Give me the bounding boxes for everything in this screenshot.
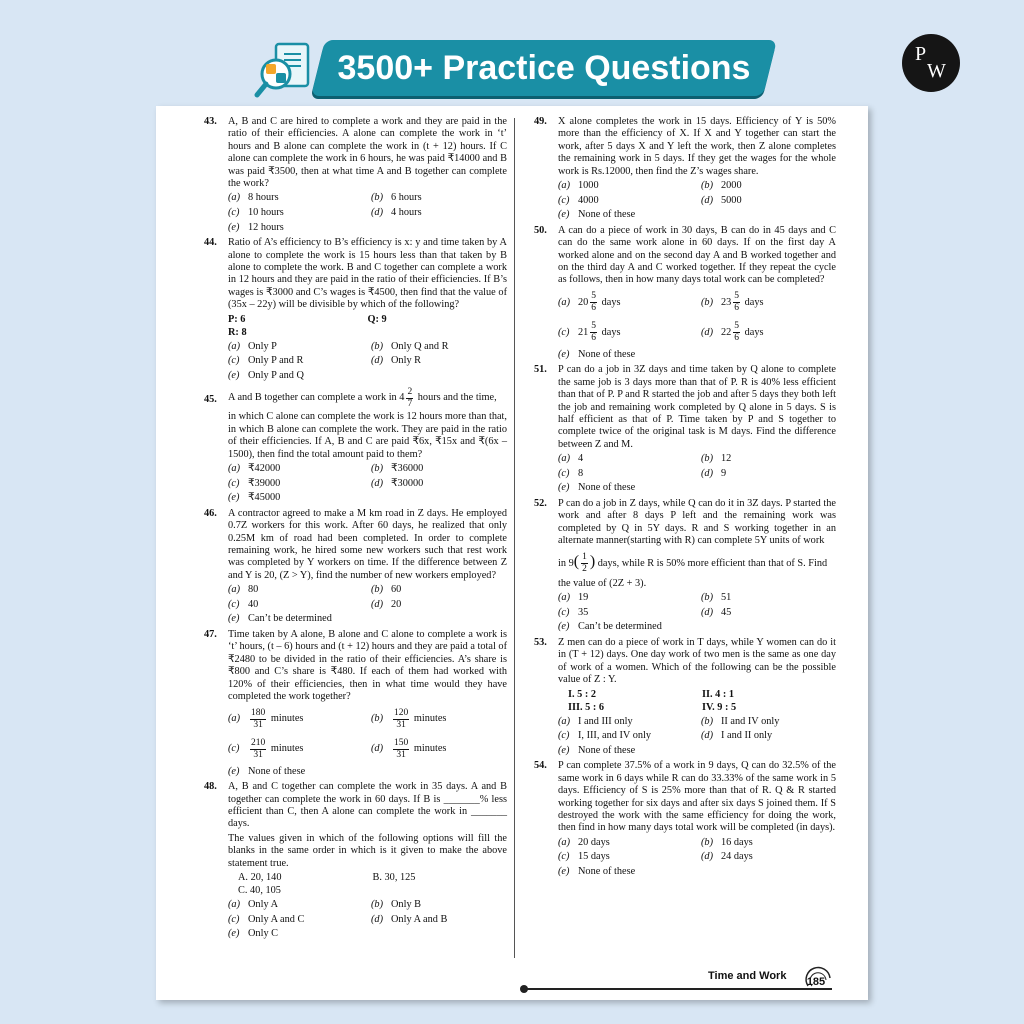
option-d[interactable]: (d) 45 [701, 606, 732, 618]
option-a[interactable]: (a) 8 hours [228, 192, 279, 204]
option-e[interactable]: (e) None of these [558, 209, 636, 221]
option-e[interactable]: (e) 12 hours [228, 221, 284, 233]
option-e[interactable]: (e) Can’t be determined [558, 621, 662, 633]
question-text: A and B together can complete a work in 4 $\frac{2}{7}$ hours and the time, [228, 386, 497, 409]
option-b[interactable]: (b) Only Q and R [371, 340, 449, 352]
worksheet-page [156, 106, 868, 1000]
left-column [204, 116, 507, 944]
option-c[interactable]: (c) 15 days [558, 851, 610, 863]
option-b[interactable]: (b) 6 hours [371, 192, 422, 204]
option-d[interactable]: (d) 22 $\frac{5}{6}$ days [701, 321, 764, 344]
question-text: P can do a job in 3Z days and time taken by Q alone to complete the same job is 3 days more than that of P. R is 40% less efficient than that of P. P and R started the job and after 5 days they both left the job and remaining work completed by Q alone in 5 days. S is half efficient as that of P. Time taken by P and S together to complete twice of the original task is M days. Find the difference between Z and M. [558, 364, 836, 450]
question-text: P can complete 37.5% of a work in 9 days, Q can do 32.5% of the same work in 6 days while R can do 33.33% of the same work in 5 days. Efficiency of S is 25% more than that of R. Q & R started working together for six days and after six days S joined them. If S destroyed the work with the same efficiency for doing the work, then find in how many days total work will be completed (in days). [558, 760, 836, 834]
footer-rule [526, 988, 832, 990]
option-a[interactable]: (a) 20 $\frac{5}{6}$ days [558, 291, 621, 314]
statement: B. 30, 125 [372, 871, 416, 883]
option-d[interactable]: (d) 4 hours [371, 207, 422, 219]
option-a[interactable]: (a) $\frac{180}{31}$ minutes [228, 708, 304, 730]
question-text: Z men can do a piece of work in T days, while Y women can do it in (T + 12) days. One day work of two men is the same as one day of work of a women. Which of the following can be the possible value of Z : Y. [558, 636, 836, 686]
statement: P: 6 [228, 313, 246, 325]
option-d[interactable]: (d) 24 days [701, 851, 753, 863]
option-e[interactable]: (e) ₹45000 [228, 492, 281, 504]
pw-logo: P W [902, 34, 960, 92]
option-c[interactable]: (c) 10 hours [228, 207, 284, 219]
question-text: The values given in which of the following options will fill the blanks in the same order in which is it given to make the above statement true. [228, 832, 507, 869]
page-number: 185 [806, 976, 826, 988]
footer-dot [520, 985, 528, 993]
option-c[interactable]: (c) $\frac{210}{31}$ minutes [228, 738, 304, 760]
question-48: 48. A, B and C together can complete the work in 35 days. A and B together can complete the work in 60 days. If B is _______% less efficient than C, then A alone can complete the work in _______ days. The values given in which of the following options will fill the blanks in the same order in which is it given to make the above statement true. A. 20, 140 B. 30, 125 C. 40, 105 (a) Only A (b) Only B (c) Only A and C (d) Only A and B (e) Only C [204, 781, 507, 942]
option-b[interactable]: (b) 2000 [701, 180, 742, 192]
question-45: 45. A and B together can complete a work in 4 $\frac{2}{7}$ hours and the time, in which C alone can complete the work is 12 hours more than that, in which B alone can complete the work. They are paid in the ratio of their efficiencies. If A, B and C are paid ₹6x, ₹15x and ₹(6x – 1500), then find the total amount paid to them? (a) ₹42000 (b) ₹36000 (c) ₹39000 (d) ₹30000 (e) ₹45000 [204, 385, 507, 505]
qa-magnifier-icon [254, 40, 316, 102]
question-text: P can do a job in Z days, while Q can do it in 3Z days. P started the work and after 8 days P left and the remaining work was completed by Q in 5Y days. R and S working together in an alternate manner(starting with R) can complete 5Y units of work [558, 498, 836, 547]
option-d[interactable]: (d) ₹30000 [371, 477, 424, 489]
question-49: 49. X alone completes the work in 15 days. Efficiency of Y is 50% more than the efficiency of X. If X and Y together can start the work, after 5 days X and Y left the work, then Z alone completes the remaining work in 5 days. If they get the wages for the whole work is Rs.12000, then find the Z’s wages share. (a) 1000 (b) 2000 (c) 4000 (d) 5000 (e) None of these [534, 116, 836, 223]
option-b[interactable]: (b) 23 $\frac{5}{6}$ days [701, 291, 764, 314]
option-c[interactable]: (c) 8 [558, 467, 584, 479]
option-d[interactable]: (d) $\frac{150}{31}$ minutes [371, 738, 447, 760]
option-e[interactable]: (e) None of these [228, 765, 306, 777]
option-d[interactable]: (d) 5000 [701, 194, 742, 206]
option-e[interactable]: (e) Can’t be determined [228, 613, 332, 625]
fraction: $\frac{2}{7}$ [407, 386, 413, 409]
question-47: 47. Time taken by A alone, B alone and C alone to complete a work is ‘t’ hours, (t – 6) hours and (t + 12) hours and they are paid a total of ₹2480 to be divided in the ratio of their efficiencies. A’s share is ₹800 and C’s share is ₹480. If each of them had worked with 120% of their efficiencies, then in what time would they have completed the work together? (a) $\frac{180}{31}$ minutes (b) $\frac{120}{31}$ minutes (c) $\frac{210}{31}$ minutes (d) $\frac{150}{31}$ minutes (e) None of these [204, 629, 507, 779]
statement: R: 8 [228, 326, 247, 338]
option-e[interactable]: (e) None of these [558, 482, 636, 494]
option-a[interactable]: (a) Only P [228, 340, 277, 352]
option-c[interactable]: (c) ₹39000 [228, 477, 281, 489]
option-a[interactable]: (a) 19 [558, 592, 589, 604]
option-b[interactable]: (b) 51 [701, 592, 732, 604]
option-d[interactable]: (d) Only A and B [371, 913, 448, 925]
option-e[interactable]: (e) Only P and Q [228, 369, 304, 381]
statement: I. 5 : 2 [568, 688, 597, 700]
option-a[interactable]: (a) 80 [228, 584, 259, 596]
option-d[interactable]: (d) 20 [371, 598, 402, 610]
statement: II. 4 : 1 [702, 688, 735, 700]
statement: III. 5 : 6 [568, 701, 605, 713]
option-d[interactable]: (d) Only R [371, 355, 422, 367]
question-53: 53. Z men can do a piece of work in T days, while Y women can do it in (T + 12) days. One day work of two men is the same as one day of work of a women. Which of the following can be the possible value of Z : Y. I. 5 : 2 II. 4 : 1 III. 5 : 6 IV. 9 : 5 (a) I and III only (b) II and IV only (c) I, III, and IV only (d) I and II only (e) None of these [534, 637, 836, 758]
statement: C. 40, 105 [238, 884, 281, 896]
statement: A. 20, 140 [238, 871, 282, 883]
option-b[interactable]: (b) ₹36000 [371, 463, 424, 475]
question-text: A contractor agreed to make a M km road in Z days. He employed 0.7Z workers for this work. After 60 days, he realized that only 0.25M km of road had been completed. In order to complete remaining work, he hired some new workers such that rest work was completed by Y workers on time. If the difference between Z and Y is 20, (Z > Y), find the number of new workers employed? [228, 507, 507, 581]
question-text: the value of (2Z + 3). [558, 577, 647, 589]
question-text: A, B and C together can complete the work in 35 days. A and B together can complete the work in 60 days. If B is _______% less efficient than C, then A alone can complete the work in _______ days. [228, 781, 507, 830]
option-c[interactable]: (c) 35 [558, 606, 589, 618]
option-e[interactable]: (e) None of these [558, 744, 636, 756]
option-a[interactable]: (a) Only A [228, 898, 279, 910]
question-text: A, B and C are hired to complete a work and they are paid in the ratio of their efficiencies. A alone can complete the work in ‘t’ hours and B alone can complete the work in (t + 12) hours. If C alone can complete the work in 6 hours, he was paid ₹14000 and B was paid ₹3500, then at what time A and B together can complete the work? [228, 116, 507, 190]
question-text: A can do a piece of work in 30 days, B can do in 45 days and C can do the same work alone in 60 days. If on the first day A worked alone and on the second day A and B worked together and on the third day A and C worked together. If they repeat the cycle as follows, then in how many days total work can be completed? [558, 224, 836, 286]
option-d[interactable]: (d) I and II only [701, 730, 773, 742]
question-46: 46. A contractor agreed to make a M km road in Z days. He employed 0.7Z workers for this work. After 60 days, he realized that only 0.25M km of road had been completed. In order to complete remaining work, he hired some new workers such that rest work was completed by Y workers on time. If the difference between Z and Y is 20, (Z > Y), find the number of new workers employed? (a) 80 (b) 60 (c) 40 (d) 20 (e) Can’t be determined [204, 508, 507, 627]
option-a[interactable]: (a) 1000 [558, 180, 599, 192]
option-d[interactable]: (d) 9 [701, 467, 727, 479]
question-text: Ratio of A’s efficiency to B’s efficiency is x: y and time taken by A alone to complete the work is 15 hours less than that taken by B alone to complete the work. B and C together can complete a work in 12 hours and they are paid in the ratio of their efficiencies. If B’s wages is ₹3000 and C’s wages is ₹4500, then find that the value of (35x – 22y) will be divisible by which of the following? [228, 237, 507, 311]
right-column [534, 116, 836, 882]
question-text: in 9( $\frac{1}{2}$ ) days, while R is 50% more efficient than that of S. Find [558, 551, 828, 574]
question-54: 54. P can complete 37.5% of a work in 9 days, Q can do 32.5% of the same work in 6 days while R can do 33.33% of the same work in 5 days. Efficiency of S is 25% more than that of R. Q & R started working together for six days and after six days S joined them. If S destroyed the work with the same efficiency for doing the work, then find in how many days total work will be completed (in days). (a) 20 days (b) 16 days (c) 15 days (d) 24 days (e) None of these [534, 760, 836, 879]
option-e[interactable]: (e) Only C [228, 928, 279, 940]
option-a[interactable]: (a) 4 [558, 453, 584, 465]
option-e[interactable]: (e) None of these [558, 865, 636, 877]
question-44: 44. Ratio of A’s efficiency to B’s efficiency is x: y and time taken by A alone to complete the work is 15 hours less than that taken by B alone to complete the work. B and C together can complete a work in 12 hours and they are paid in the ratio of their efficiencies. If B’s wages is ₹3000 and C’s wages is ₹4500, then find that the value of (35x – 22y) will be divisible by which of the following? P: 6 Q: 9 R: 8 (a) Only P (b) Only Q and R (c) Only P and R (d) Only R (e) Only P and Q [204, 237, 507, 383]
option-b[interactable]: (b) II and IV only [701, 715, 780, 727]
option-c[interactable]: (c) 4000 [558, 194, 599, 206]
page-title: 3500+ Practice Questions [337, 48, 751, 87]
column-divider [514, 118, 515, 958]
question-text: X alone completes the work in 15 days. Efficiency of Y is 50% more than the efficiency of X. If X and Y together can start the work, after 5 days X and Y left the work, then Z alone completes the remaining work in 5 days. If they get the wages for the whole work is Rs.12000, then find the Z’s wages share. [558, 116, 836, 177]
question-52: 52. P can do a job in Z days, while Q can do it in 3Z days. P started the work and after 8 days P left and the remaining work was completed by Q in 5Y days. R and S working together in an alternate manner(starting with R) can complete 5Y units of work in 9( $\frac{1}{2}$ ) days, while R is 50% more efficient than that of S. Find the value of (2Z + 3). (a) 19 (b) 51 (c) 35 (d) 45 (e) Can’t be determined [534, 498, 836, 635]
statement: Q: 9 [367, 313, 387, 325]
statement: IV. 9 : 5 [702, 701, 737, 713]
question-text: Time taken by A alone, B alone and C alone to complete a work is ‘t’ hours, (t – 6) hours and (t + 12) hours and they are paid a total of ₹2480 to be divided in the ratio of their efficiencies. A’s share is ₹800 and C’s share is ₹480. If each of them had worked with 120% of their efficiencies, then in what time would they have completed the work together? [228, 629, 507, 703]
question-51: 51. P can do a job in 3Z days and time taken by Q alone to complete the same job is 3 days more than that of P. R is 40% less efficient than that of P. P and R started the job and after 5 days they both left the job and remaining work completed by Q alone in 5 days. S is half efficient as that of P. Time taken by P and S together to complete twice of the original task is M days. Find the difference between Z and M. (a) 4 (b) 12 (c) 8 (d) 9 (e) None of these [534, 364, 836, 496]
option-a[interactable]: (a) ₹42000 [228, 463, 281, 475]
option-b[interactable]: (b) 12 [701, 453, 732, 465]
option-a[interactable]: (a) I and III only [558, 715, 633, 727]
option-a[interactable]: (a) 20 days [558, 836, 610, 848]
option-b[interactable]: (b) $\frac{120}{31}$ minutes [371, 708, 447, 730]
chapter-title: Time and Work [708, 970, 787, 982]
option-c[interactable]: (c) Only A and C [228, 913, 305, 925]
question-43: 43. A, B and C are hired to complete a work and they are paid in the ratio of their efficiencies. A alone can complete the work in ‘t’ hours and B alone can complete the work in (t + 12) hours. If C alone can complete the work in 6 hours, he was paid ₹14000 and B was paid ₹3500, then at what time A and B together can complete the work? (a) 8 hours (b) 6 hours (c) 10 hours (d) 4 hours (e) 12 hours [204, 116, 507, 235]
option-b[interactable]: (b) Only B [371, 898, 422, 910]
option-c[interactable]: (c) 40 [228, 598, 259, 610]
question-50: 50. A can do a piece of work in 30 days, B can do in 45 days and C can do the same work alone in 60 days. If on the first day A worked alone and on the second day A and B worked together and on the third day A and C worked together. If they repeat the cycle as follows, then in how many days total work can be completed? (a) 20 $\frac{5}{6}$ days (b) 23 $\frac{5}{6}$ days (c) 21 $\frac{5}{6}$ days (d) 22 $\frac{5}{6}$ days (e) None of these [534, 225, 836, 363]
option-b[interactable]: (b) 16 days [701, 836, 753, 848]
question-text: in which C alone can complete the work is 12 hours more than that, in which B alone can complete the work. They are paid in the ratio of their efficiencies. If A, B and C are paid ₹6x, ₹15x and ₹(6x – 1500), then find the total amount paid to them? [228, 411, 507, 460]
option-c[interactable]: (c) I, III, and IV only [558, 730, 652, 742]
option-e[interactable]: (e) None of these [558, 348, 636, 360]
option-c[interactable]: (c) Only P and R [228, 355, 304, 367]
fraction: $\frac{1}{2}$ [582, 551, 587, 574]
option-b[interactable]: (b) 60 [371, 584, 402, 596]
option-c[interactable]: (c) 21 $\frac{5}{6}$ days [558, 321, 621, 344]
